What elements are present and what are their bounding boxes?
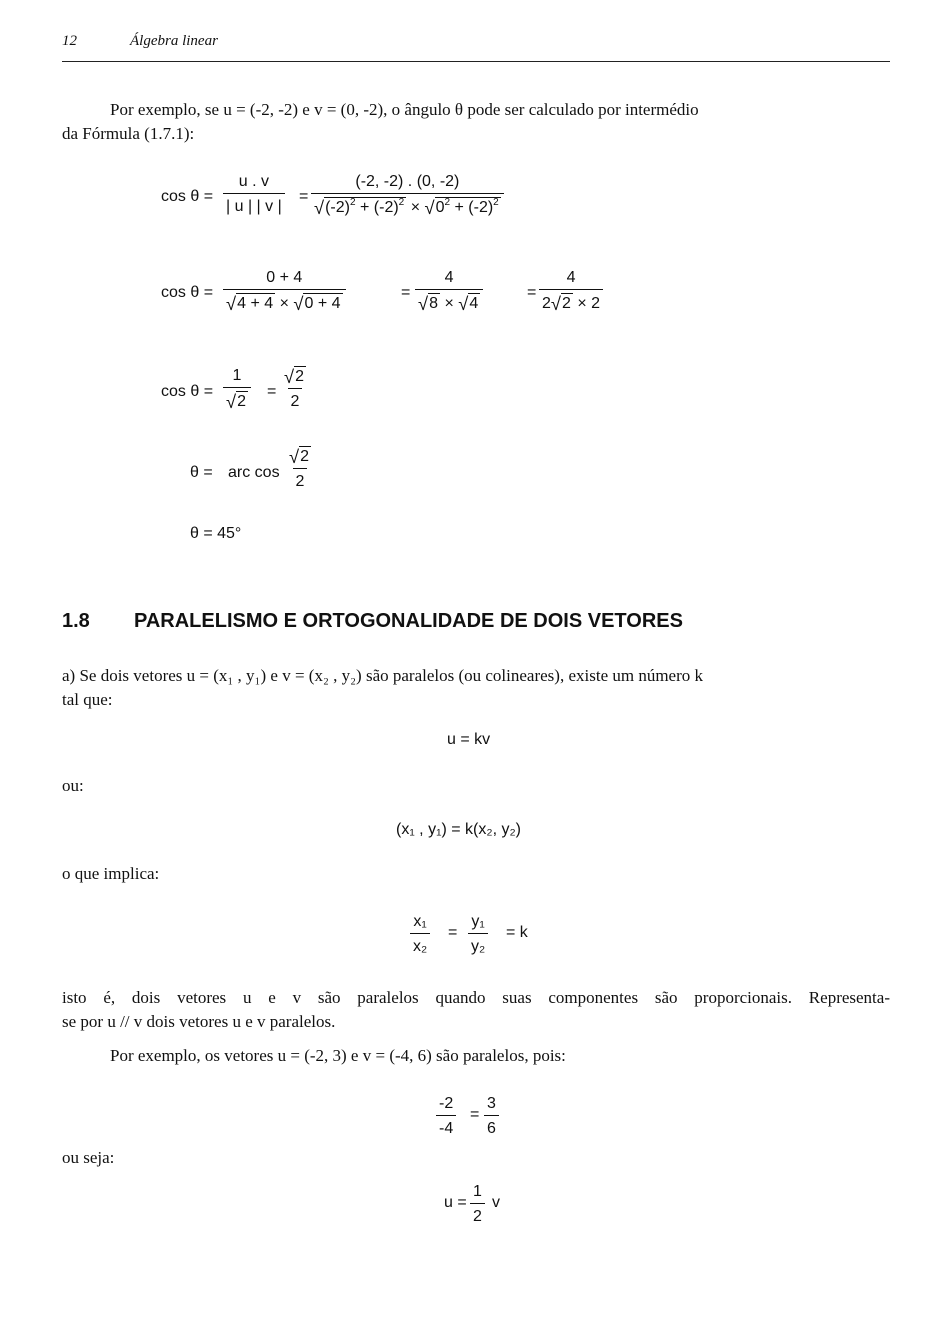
equation-u-kv: u = kv xyxy=(447,731,491,748)
header-rule xyxy=(62,61,890,62)
intro-line-1: Por exemplo, se u = (-2, -2) e v = (0, -2), o ângulo θ pode ser calculado por intermédio xyxy=(110,100,699,119)
book-page: 12 Álgebra linear Por exemplo, se u = (-2, -2) e v = (0, -2), o ângulo θ pode ser calculado por intermédio da Fórmula (1.7.1): cos θ = $\frac{u . v}{| u | | v |}$ = (-2, -2) . (0, -2) √ $(-2)^2 + (-2)^2$ × √ $0^2 + (-2)^2$ cos θ = 0 + 4 √ 4 + 4 × √ 0 + 4 = 4 √ 8 × √ 4 = 4 2 √ 2 × 2 cos θ = 1 √ 2 = √ 2 2 θ = arc cos √ 2 2 θ = 45° 1.8 PARALELISMO E ORTOGONALIDADE DE DOIS VETORES a) Se dois vetores u = (x₁ , y₁) e v = (x₂ , y₂) são paralelos (ou colineares), existe um número k tal que: u = kv ou: (x₁ , y₁) = k(x₂, y₂) o que implica: $\frac{\text{x₁}}{\text{x₂}}$ = $\frac{\text{y₁}}{\text{y₂}}$ = k isto é, dois vetores u e v são paralelos quando suas componentes são proporcionais. Representa- se por u // v dois vetores u e v paralelos. Por exemplo, os vetores u = (-2, 3) e v = (-4, 6) são paralelos, pois: $\frac{-2}{-4}$ = $\frac{3}{6}$ ou seja: u = $\frac{1}{2}$ v xyxy=(62,33,890,1225)
fraction-uv: $\frac{u . v}{| u | | v |}$ xyxy=(223,172,285,216)
fraction-root2-over-2: √ 2 2 xyxy=(284,366,304,410)
isto-line-1: isto é, dois vetores u e v são paralelos quando suas componentes são proporcionais. Representa- xyxy=(62,988,890,1007)
fraction-components: (-2, -2) . (0, -2) √ $(-2)^2 + (-2)^2$ × √ $0^2 + (-2)^2$ xyxy=(311,172,504,217)
para-a-line-1: a) Se dois vetores u = (x₁ , y₁) e v = (x₂ , y₂) são paralelos (ou colineares), existe um número k xyxy=(62,666,704,685)
section-number: 1.8 xyxy=(62,610,90,632)
isto-line-2: se por u // v dois vetores u e v paralelos. xyxy=(62,1012,336,1031)
intro-line-2: da Fórmula (1.7.1): xyxy=(62,124,195,143)
fraction-step-a: 0 + 4 √ 4 + 4 × √ 0 + 4 xyxy=(223,268,346,313)
text-ou-seja: ou seja: xyxy=(62,1148,115,1167)
result-theta: θ = 45° xyxy=(190,525,242,542)
para-a-line-2: tal que: xyxy=(62,690,113,709)
running-header xyxy=(62,33,218,50)
page-number: 12 xyxy=(62,33,77,49)
fraction-step-b: 4 √ 8 × √ 4 xyxy=(415,268,483,313)
fraction-step-c: 4 2 √ 2 × 2 xyxy=(539,268,603,313)
fraction-arccos-arg: √ 2 2 xyxy=(289,446,309,490)
section-title: PARALELISMO E ORTOGONALIDADE DE DOIS VETORES xyxy=(134,610,683,632)
example-2-text: Por exemplo, os vetores u = (-2, 3) e v = (-4, 6) são paralelos, pois: xyxy=(110,1046,566,1065)
text-ou: ou: xyxy=(62,776,84,795)
equation-components: (x₁ , y₁) = k(x₂, y₂) xyxy=(396,821,521,838)
fraction-one-over-root2: 1 √ 2 xyxy=(223,366,251,411)
text-o-que-implica: o que implica: xyxy=(62,864,160,883)
running-title: Álgebra linear xyxy=(130,33,218,49)
